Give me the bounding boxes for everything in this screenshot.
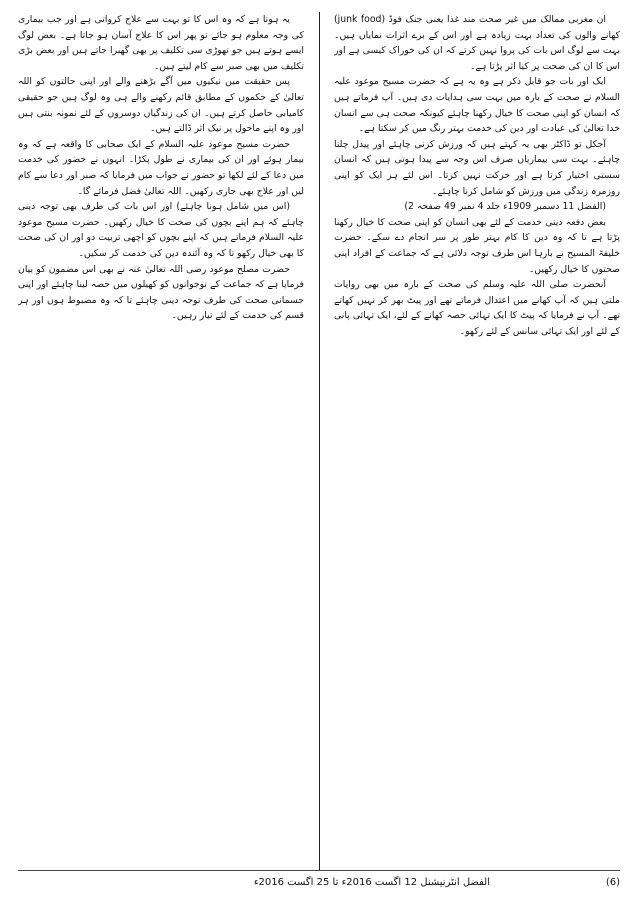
paragraph: ایک اور بات جو قابل ذکر ہے وہ یہ ہے کہ حضرت مسیح موعود علیہ السلام نے صحت کے بارہ میں بہت سی ہدایات دی ہیں۔ آپ فرماتے ہیں کہ انسان کو اپنی صحت کا خیال رکھنا چاہئے کیونکہ صحت ہی سے انسان خدا تعالیٰ کی عبادت اور دین کی خدمت بہتر رنگ میں کر سکتا ہے۔ xyxy=(334,76,620,135)
right-column xyxy=(334,12,620,870)
paragraph: یہ ہوتا ہے کہ وہ اس کا تو بہت سے علاج کرواتی ہے اور جب بیماری کی وجہ معلوم ہو جائے تو پھر اس کا علاج آسان ہو جاتا ہے۔ بعض لوگ ایسے ہوتے ہیں جو تھوڑی سی تکلیف پر بھی گھبرا جاتے ہیں اور بعض بڑی تکلیف میں بھی صبر سے کام لیتے ہیں۔ xyxy=(18,14,304,72)
paragraph: بعض دفعہ دینی خدمت کے لئے بھی انسان کو اپنی صحت کا خیال رکھنا پڑتا ہے تا کہ وہ دین کا کام بہتر طور پر سر انجام دے سکے۔ حضرت خلیفۃ المسیح نے بارہا اس طرف توجہ دلائی ہے کہ جماعت کے افراد اپنی صحتوں کا خیال رکھیں۔ xyxy=(334,216,620,275)
paragraph: آجکل تو ڈاکٹر بھی یہ کہتے ہیں کہ ورزش کرنی چاہئے اور پیدل چلنا چاہئے۔ بہت سی بیماریاں صرف اس وجہ سے پیدا ہوتی ہیں کہ انسان سستی اختیار کرتا ہے اور حرکت نہیں کرتا۔ اس لئے ہر ایک کو اپنی روزمرہ زندگی میں ورزش کو شامل کرنا چاہئے۔ xyxy=(334,138,620,197)
document-page xyxy=(18,12,620,870)
page-number: (6) xyxy=(605,877,620,888)
column-divider xyxy=(319,12,320,870)
footer-rule xyxy=(18,870,620,871)
paragraph: پس حقیقت میں نیکیوں میں آگے بڑھنے والے اور اپنی حالتوں کو اللہ تعالیٰ کے حکموں کے مطابق قائم رکھنے والے ہی وہ لوگ ہیں جو حقیقی کامیابی حاصل کرتے ہیں۔ ان کی زندگیاں دوسروں کے لئے نمونہ بنتی ہیں اور وہ اپنے ماحول پر نیک اثر ڈالتے ہیں۔ xyxy=(18,76,304,135)
paragraph: آنحضرت صلی اللہ علیہ وسلم کی صحت کے بارہ میں بھی روایات ملتی ہیں کہ آپ کھانے میں اعتدال فرماتے تھے اور پیٹ بھر کر نہیں کھاتے تھے۔ آپ نے فرمایا کہ پیٹ کا ایک تہائی حصہ کھانے کے لئے، ایک تہائی پانی کے لئے اور ایک تہائی سانس کے لئے رکھو۔ xyxy=(334,279,620,337)
publication-info: الفضل انٹرنیشنل 12 اگست 2016ء تا 25 اگست 2016ء xyxy=(253,877,490,888)
page-footer xyxy=(18,874,620,892)
reference-citation: (الفضل 11 دسمبر 1909ء جلد 4 نمبر 49 صفحہ 2) xyxy=(404,201,606,213)
paragraph: ان مغربی ممالک میں غیر صحت مند غذا یعنی جنک فوڈ (junk food) کھانے والوں کی تعداد بہت زیادہ ہے اور اس کے برے اثرات نمایاں ہیں۔ بہت سے لوگ اس بات کی پروا نہیں کرتے کہ ان کی خوراک کیسی ہے اور اس کا ان کی صحت پر کیا اثر پڑتا ہے۔ xyxy=(334,14,620,72)
left-column xyxy=(18,12,304,870)
paragraph: (اس میں شامل ہونا چاہئے) اور اس بات کی طرف بھی توجہ دینی چاہئے کہ ہم اپنے بچوں کی صحت کا خیال رکھیں۔ حضرت مسیح موعود علیہ السلام فرماتے ہیں کہ اپنے بچوں کو اچھی تربیت دو اور ان کی صحت کا بھی خیال رکھو تا کہ وہ آئندہ دین کی خدمت کر سکیں۔ xyxy=(18,201,304,259)
paragraph: حضرت مصلح موعود رضی اللہ تعالیٰ عنہ نے بھی اس مضمون کو بیان فرمایا ہے کہ جماعت کے نوجوانوں کو کھیلوں میں حصہ لینا چاہئے اور اپنی جسمانی صحت کی طرف توجہ دینی چاہئے تا کہ وہ مضبوط ہوں اور ہر قسم کی خدمت کے لئے تیار رہیں۔ xyxy=(18,263,304,322)
paragraph: حضرت مسیح موعود علیہ السلام کے ایک صحابی کا واقعہ ہے کہ وہ بیمار ہوئے اور ان کی بیماری نے طول پکڑا۔ انہوں نے حضور کی خدمت میں دعا کے لئے لکھا تو حضور نے جواب میں فرمایا کہ صبر اور دعا سے کام لیں اور علاج بھی جاری رکھیں۔ اللہ تعالیٰ فضل فرمائے گا۔ xyxy=(18,138,304,197)
